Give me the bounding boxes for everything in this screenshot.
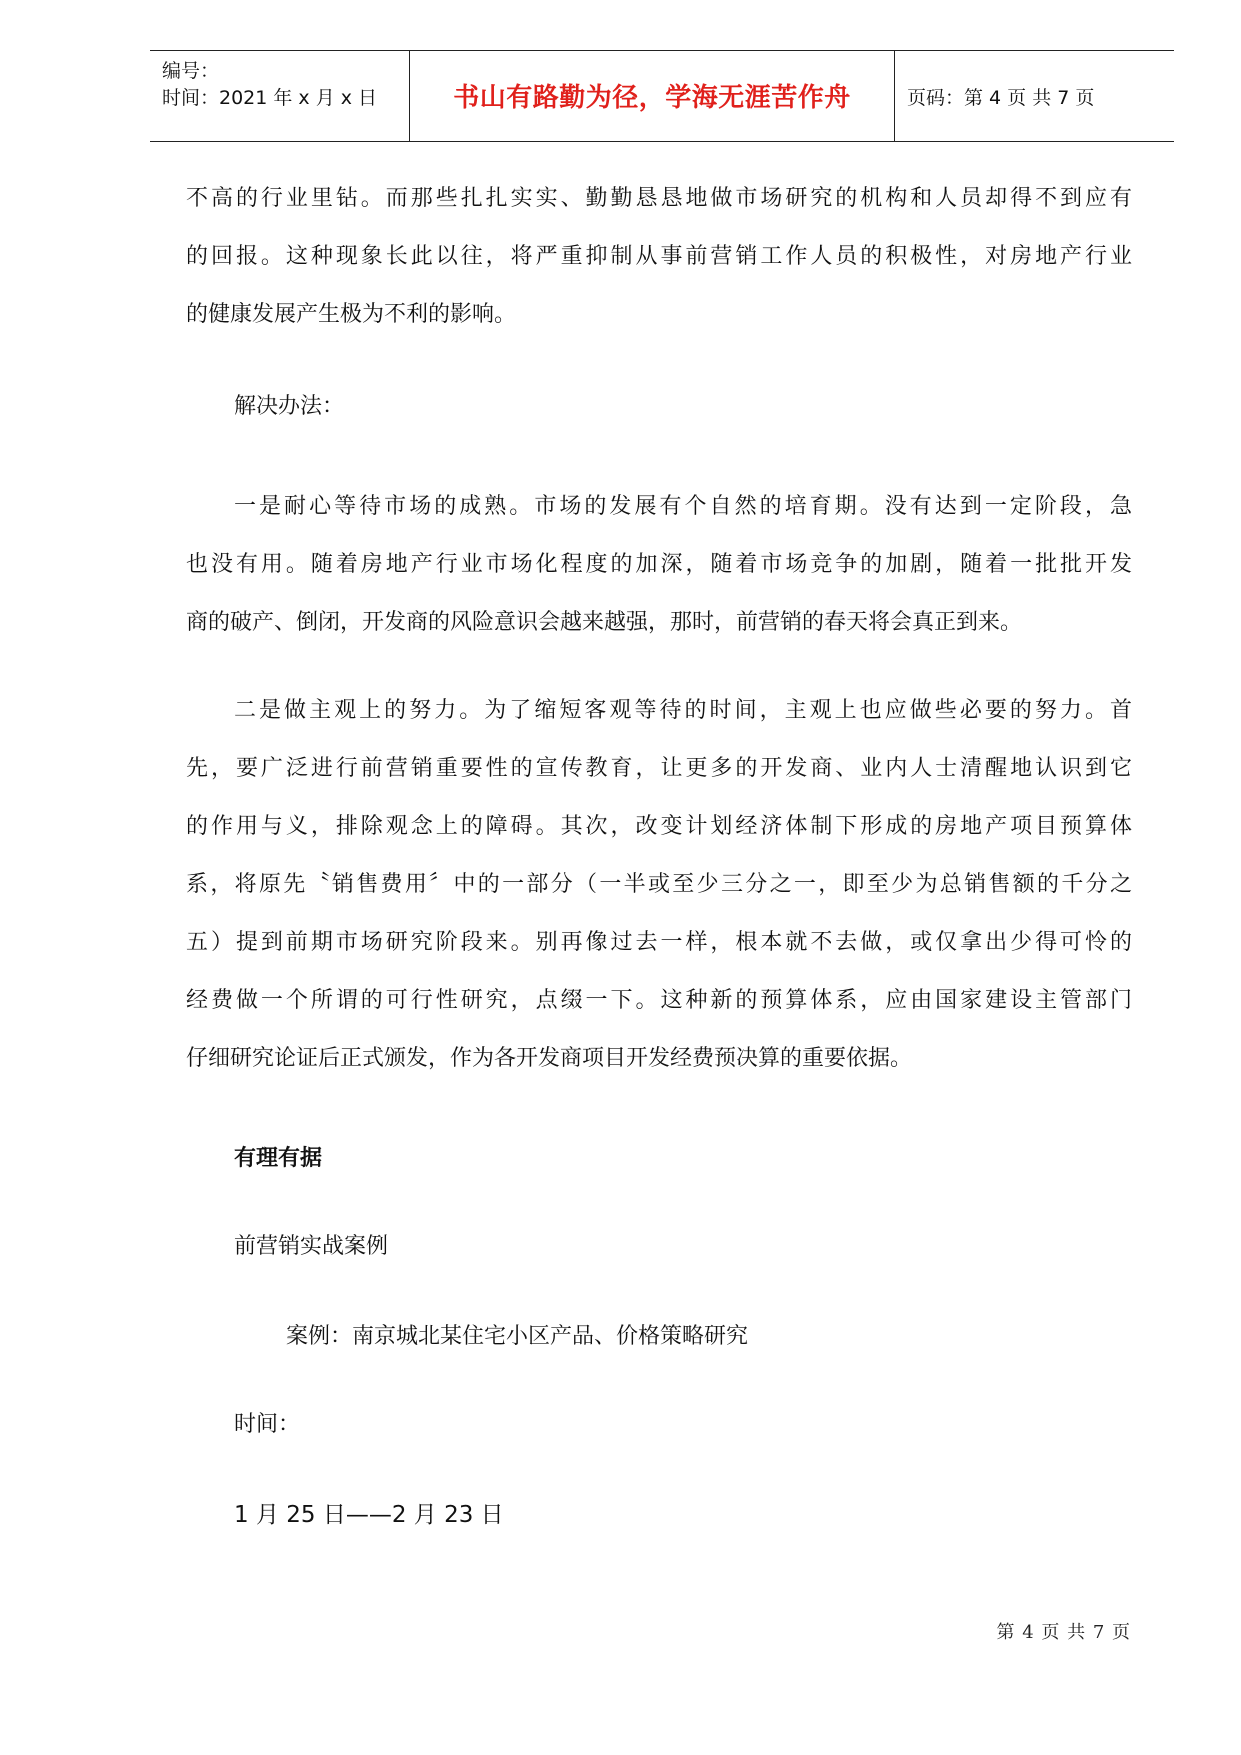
paragraph-line: 不高的行业里钻。而那些扎扎实实、勤勤恳恳地做市场研究的机构和人员却得不到应有 — [186, 186, 1132, 211]
paragraph-line: 也没有用。随着房地产行业市场化程度的加深，随着市场竞争的加剧，随着一批批开发 — [186, 552, 1132, 577]
section-subheading: 前营销实战案例 — [234, 1234, 389, 1259]
time-value: 1 月 25 日——2 月 23 日 — [234, 1502, 504, 1528]
case-title: 案例：南京城北某住宅小区产品、价格策略研究 — [286, 1324, 749, 1349]
page-footer: 第 4 页 共 7 页 — [996, 1622, 1131, 1643]
paragraph-line: 五）提到前期市场研究阶段来。别再像过去一样，根本就不去做，或仅拿出少得可怜的 — [186, 930, 1132, 955]
paragraph-3 — [186, 682, 1132, 1088]
document-code-label: 编号： — [162, 60, 220, 82]
header-left-cell — [150, 51, 410, 141]
document-date-label: 时间：2021 年 x 月 x 日 — [162, 87, 378, 109]
paragraph-line: 的作用与义，排除观念上的障碍。其次，改变计划经济体制下形成的房地产项目预算体 — [186, 814, 1132, 839]
header-page-number: 页码：第 4 页 共 7 页 — [907, 87, 1095, 109]
header-middle-cell — [410, 51, 895, 141]
header-right-cell — [895, 51, 1174, 141]
paragraph-1 — [186, 170, 1132, 344]
paragraph-line: 先，要广泛进行前营销重要性的宣传教育，让更多的开发商、业内人士清醒地认识到它 — [186, 756, 1132, 781]
paragraph-line: 商的破产、倒闭，开发商的风险意识会越来越强，那时，前营销的春天将会真正到来。 — [186, 610, 1023, 635]
paragraph-2 — [186, 478, 1132, 652]
solution-label: 解决办法： — [234, 394, 345, 419]
paragraph-line: 仔细研究论证后正式颁发，作为各开发商项目开发经费预决算的重要依据。 — [186, 1046, 913, 1071]
header-motto: 书山有路勤为径，学海无涯苦作舟 — [453, 83, 851, 113]
paragraph-line: 经费做一个所谓的可行性研究，点缀一下。这种新的预算体系，应由国家建设主管部门 — [186, 988, 1132, 1013]
page-header — [150, 50, 1174, 142]
paragraph-line: 的回报。这种现象长此以往，将严重抑制从事前营销工作人员的积极性，对房地产行业 — [186, 244, 1132, 269]
paragraph-line: 二是做主观上的努力。为了缩短客观等待的时间，主观上也应做些必要的努力。首 — [234, 698, 1132, 723]
paragraph-line: 的健康发展产生极为不利的影响。 — [186, 302, 517, 327]
section-heading: 有理有据 — [234, 1146, 323, 1171]
paragraph-line: 一是耐心等待市场的成熟。市场的发展有个自然的培育期。没有达到一定阶段，急 — [234, 494, 1132, 519]
time-label: 时间： — [234, 1412, 301, 1437]
paragraph-line: 系，将原先〝销售费用〞中的一部分（一半或至少三分之一，即至少为总销售额的千分之 — [186, 872, 1132, 897]
